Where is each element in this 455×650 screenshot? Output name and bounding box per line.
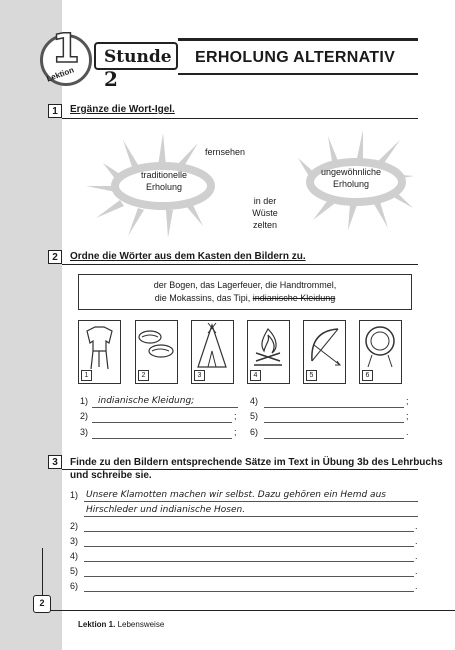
picture-4 [247,320,290,384]
word-fernsehen: fernsehen [204,147,246,157]
lesson-number: 1 [52,26,80,72]
ex2-answer-2-line[interactable] [92,422,232,423]
ex2-answer-3-line[interactable] [92,438,232,439]
ex3-line-2[interactable] [84,531,414,532]
ex3-line-2-label: 2) [70,521,79,531]
left-margin-strip [0,0,62,650]
word-box-line-2 [79,292,411,305]
exercise-2-rule [62,264,418,265]
ex2-answer-3-label: 3) [80,427,89,437]
ex2-answer-1-value[interactable]: indianische Kleidung; [98,396,195,406]
footer-rule [42,610,455,611]
header-bottom-line [178,73,418,75]
ex3-answer-1-rule-1 [84,501,418,502]
picture-6-number: 6 [362,370,373,381]
exercise-3-number: 3 [48,455,62,469]
ex3-line-3[interactable] [84,546,414,547]
ex3-answer-1-line-2[interactable]: Hirschleder und indianische Hosen. [86,505,246,515]
picture-4-number: 4 [250,370,261,381]
ex3-line-5-end: . [415,566,418,576]
ex2-answer-2-label: 2) [80,411,89,421]
word-box-line-2-text: die Mokassins, das Tipi, [154,293,253,303]
exercise-1-instruction: Ergänze die Wort-Igel. [70,104,175,115]
clothing-icon [79,321,120,371]
ex2-answer-6-line[interactable] [264,438,404,439]
bow-icon [304,321,345,371]
stunde-word: Stunde [104,47,172,67]
drum-icon [360,321,401,371]
ex2-answer-2-end: ; [234,411,237,421]
ex2-answer-4-line[interactable] [264,407,404,408]
page-number: 2 [33,595,51,613]
picture-3 [191,320,234,384]
ex3-line-5[interactable] [84,576,414,577]
ex3-line-6[interactable] [84,591,414,592]
picture-1-number: 1 [81,370,92,381]
lesson-word: Lektion [45,65,76,84]
campfire-icon [248,321,289,371]
ex2-answer-1-label: 1) [80,396,89,406]
footer-topic: Lebensweise [117,620,165,629]
ex3-line-6-end: . [415,581,418,591]
moccasins-icon [136,321,177,371]
ex2-answer-4-end: ; [406,396,409,406]
tipi-icon [192,321,233,371]
ex2-answer-6-end: . [406,427,409,437]
ex2-answer-5-line[interactable] [264,422,404,423]
sun-2-label: ungewöhnliche Erholung [320,167,382,189]
ex3-line-6-label: 6) [70,581,79,591]
picture-3-number: 3 [194,370,205,381]
header-top-line [178,38,418,41]
footer-lektion: Lektion 1. [78,620,116,629]
ex2-answer-3-end: ; [234,427,237,437]
word-box-line-1: der Bogen, das Lagerfeuer, die Handtrommel, [153,280,337,290]
picture-2 [135,320,178,384]
ex2-answer-5-label: 5) [250,411,259,421]
exercise-3-instruction-line-2: und schreibe sie. [70,470,152,481]
ex3-line-4-end: . [415,551,418,561]
stunde-number: 2 [104,67,118,91]
ex3-answer-1-rule-2 [84,516,418,517]
ex3-line-4[interactable] [84,561,414,562]
ex3-answer-1-line-1[interactable]: Unsere Klamotten machen wir selbst. Dazu gehören ein Hemd aus [86,490,386,500]
footer-text [78,620,164,629]
word-box-used-word: indianische Kleidung [252,293,336,303]
page-title: ERHOLUNG ALTERNATIV [195,49,396,66]
sun-1-label: traditionelle Erholung [140,170,188,192]
word-wueste: in der Wüste zelten [252,196,278,230]
ex3-line-4-label: 4) [70,551,79,561]
ex3-answer-1-label: 1) [70,490,79,500]
picture-5 [303,320,346,384]
picture-2-number: 2 [138,370,149,381]
exercise-3-instruction-line-1: Finde zu den Bildern entsprechende Sätze im Text in Übung 3b des Lehrbuchs [70,457,443,468]
ex3-line-3-end: . [415,536,418,546]
exercise-1-number: 1 [48,104,62,118]
exercise-2-instruction: Ordne die Wörter aus dem Kasten den Bildern zu. [70,251,306,262]
exercise-1-rule [62,118,418,119]
word-box [78,274,412,310]
exercise-2-number: 2 [48,250,62,264]
ex2-answer-5-end: ; [406,411,409,421]
picture-1 [78,320,121,384]
picture-5-number: 5 [306,370,317,381]
ex2-answer-4-label: 4) [250,396,259,406]
stunde-box [94,42,178,91]
ex2-answer-1-line[interactable] [92,407,238,408]
ex3-line-3-label: 3) [70,536,79,546]
ex2-answer-6-label: 6) [250,427,259,437]
picture-6 [359,320,402,384]
ex3-line-2-end: . [415,521,418,531]
ex3-line-5-label: 5) [70,566,79,576]
